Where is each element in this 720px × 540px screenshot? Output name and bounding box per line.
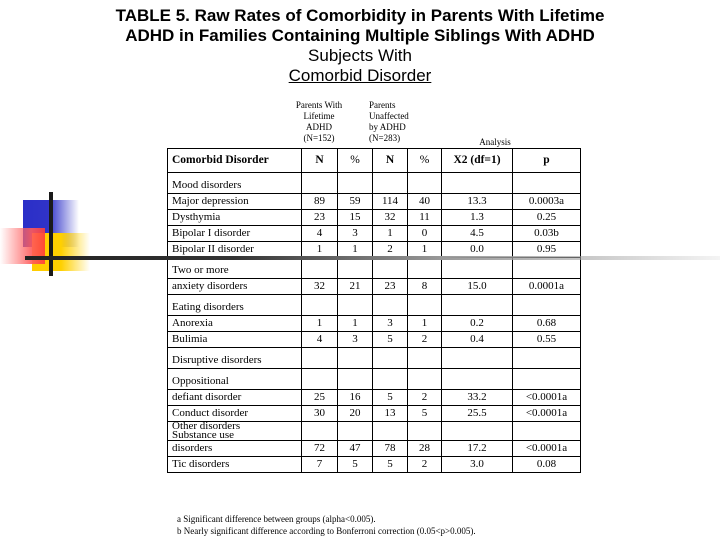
cell-n-adhd: 89 [302,194,338,210]
cell-n-adhd: 30 [302,406,338,422]
cell-p-value: 0.0001a [513,279,581,295]
empty-cell [338,258,373,279]
cell-p-value: 0.03b [513,226,581,242]
cell-pct-adhd: 1 [338,242,373,258]
table-row [168,390,581,406]
empty-cell [513,295,581,316]
cell-n-unaffected: 3 [373,316,408,332]
col-header-pct-adhd: % [338,149,373,173]
cell-n-unaffected: 23 [373,279,408,295]
col-header-disorder: Comorbid Disorder [168,149,302,173]
category-row [168,295,581,316]
empty-cell [408,173,442,194]
cell-p-value: 0.25 [513,210,581,226]
empty-cell [373,422,408,441]
cell-pct-adhd: 47 [338,441,373,457]
category-row [168,422,581,441]
category-row [168,258,581,279]
cell-pct-adhd: 5 [338,457,373,473]
cell-n-adhd: 25 [302,390,338,406]
group-header-line: Lifetime [303,111,335,121]
cell-pct-adhd: 16 [338,390,373,406]
disorder-label: Bipolar I disorder [168,226,302,242]
cell-p-value: 0.55 [513,332,581,348]
table-header-row [168,149,581,173]
disorder-label: Major depression [168,194,302,210]
cell-n-unaffected: 2 [373,242,408,258]
empty-cell [442,348,513,369]
empty-cell [302,173,338,194]
footnote-b: b Nearly significant difference according to Bonferroni correction (0.05<p>0.005). [177,526,476,536]
cell-chi-square: 0.4 [442,332,513,348]
cell-chi-square: 1.3 [442,210,513,226]
category-label: Two or more [168,258,302,279]
disorder-label: Bulimia [168,332,302,348]
empty-cell [338,173,373,194]
empty-cell [302,258,338,279]
empty-cell [513,369,581,390]
cell-pct-unaffected: 8 [408,279,442,295]
empty-cell [513,422,581,441]
empty-cell [338,348,373,369]
col-header-n-adhd: N [302,149,338,173]
cell-p-value: 0.0003a [513,194,581,210]
empty-cell [442,258,513,279]
group-header-line: (N=283) [369,133,401,143]
group-header-line: (N=152) [303,133,335,143]
empty-cell [302,422,338,441]
cell-p-value: <0.0001a [513,406,581,422]
category-label: Mood disorders [168,173,302,194]
disorder-label: Bipolar II disorder [168,242,302,258]
col-header-chi-square: X2 (df=1) [442,149,513,173]
empty-cell [338,295,373,316]
empty-cell [338,422,373,441]
cell-pct-unaffected: 5 [408,406,442,422]
disorder-label: Conduct disorder [168,406,302,422]
cell-n-unaffected: 32 [373,210,408,226]
cell-pct-unaffected: 2 [408,332,442,348]
disorder-label: Tic disorders [168,457,302,473]
table-row [168,210,581,226]
category-label: Oppositional [168,369,302,390]
cell-chi-square: 0.2 [442,316,513,332]
category-label: Disruptive disorders [168,348,302,369]
category-row [168,348,581,369]
empty-cell [442,295,513,316]
cell-pct-unaffected: 1 [408,242,442,258]
col-header-n-unaffected: N [373,149,408,173]
group-header-line: ADHD [306,122,332,132]
empty-cell [373,369,408,390]
empty-cell [373,258,408,279]
empty-cell [302,369,338,390]
cell-pct-adhd: 1 [338,316,373,332]
table-row [168,441,581,457]
cell-chi-square: 4.5 [442,226,513,242]
category-label-line: Other disorders [172,420,241,432]
empty-cell [442,173,513,194]
cell-pct-adhd: 3 [338,332,373,348]
group-header-line: Parents [369,100,396,110]
cell-p-value: <0.0001a [513,441,581,457]
comorbidity-table [167,148,581,473]
cell-n-adhd: 7 [302,457,338,473]
title-line-1: TABLE 5. Raw Rates of Comorbidity in Parents With Lifetime [115,6,605,25]
category-row [168,173,581,194]
empty-cell [302,348,338,369]
empty-cell [338,369,373,390]
cell-pct-unaffected: 40 [408,194,442,210]
disorder-label: Dysthymia [168,210,302,226]
empty-cell [408,295,442,316]
cell-chi-square: 13.3 [442,194,513,210]
cell-pct-adhd: 59 [338,194,373,210]
cell-n-unaffected: 5 [373,390,408,406]
cell-pct-unaffected: 2 [408,390,442,406]
empty-cell [373,295,408,316]
cell-pct-unaffected: 28 [408,441,442,457]
group-header-line: Parents With [295,100,343,110]
disorder-label: defiant disorder [168,390,302,406]
group-header-line: by ADHD [369,122,406,132]
col-header-p-value: p [513,149,581,173]
decorative-vertical-line [49,192,53,276]
disorder-label: Anorexia [168,316,302,332]
group-header-unaffected-parents [369,100,429,144]
cell-n-adhd: 72 [302,441,338,457]
table-row [168,226,581,242]
cell-n-adhd: 1 [302,316,338,332]
cell-n-unaffected: 5 [373,457,408,473]
footnote-a: a Significant difference between groups (alpha<0.005). [177,514,376,524]
cell-chi-square: 0.0 [442,242,513,258]
cell-n-unaffected: 1 [373,226,408,242]
group-header-adhd-parents [289,100,349,144]
group-header-analysis: Analysis [479,137,511,147]
cell-pct-adhd: 3 [338,226,373,242]
title-line-3: Subjects With [308,46,412,65]
cell-pct-adhd: 21 [338,279,373,295]
group-header-line: Unaffected [369,111,409,121]
cell-pct-unaffected: 1 [408,316,442,332]
cell-n-adhd: 4 [302,332,338,348]
cell-n-unaffected: 5 [373,332,408,348]
cell-n-adhd: 4 [302,226,338,242]
cell-chi-square: 33.2 [442,390,513,406]
empty-cell [408,258,442,279]
category-label [168,422,302,441]
cell-p-value: <0.0001a [513,390,581,406]
cell-n-unaffected: 13 [373,406,408,422]
table-row [168,316,581,332]
empty-cell [442,369,513,390]
table-title [0,6,720,86]
cell-n-unaffected: 114 [373,194,408,210]
empty-cell [513,258,581,279]
cell-n-adhd: 23 [302,210,338,226]
empty-cell [302,295,338,316]
table-row [168,332,581,348]
empty-cell [442,422,513,441]
empty-cell [373,348,408,369]
col-header-pct-unaffected: % [408,149,442,173]
title-line-4: Comorbid Disorder [288,66,432,85]
empty-cell [408,422,442,441]
table-row [168,457,581,473]
footnotes [177,513,476,537]
cell-chi-square: 17.2 [442,441,513,457]
table-row [168,194,581,210]
title-line-2: ADHD in Families Containing Multiple Siblings With ADHD [125,26,595,45]
empty-cell [408,348,442,369]
cell-pct-adhd: 15 [338,210,373,226]
empty-cell [373,173,408,194]
cell-chi-square: 15.0 [442,279,513,295]
cell-pct-unaffected: 11 [408,210,442,226]
empty-cell [513,173,581,194]
cell-p-value: 0.08 [513,457,581,473]
cell-pct-unaffected: 2 [408,457,442,473]
disorder-label: disorders [168,441,302,457]
category-label: Eating disorders [168,295,302,316]
empty-cell [513,348,581,369]
cell-chi-square: 3.0 [442,457,513,473]
category-label-line: Substance use [172,429,235,441]
category-row [168,369,581,390]
cell-n-adhd: 32 [302,279,338,295]
cell-p-value: 0.68 [513,316,581,332]
cell-pct-adhd: 20 [338,406,373,422]
decorative-horizontal-line [25,256,720,260]
cell-pct-unaffected: 0 [408,226,442,242]
empty-cell [408,369,442,390]
cell-p-value: 0.95 [513,242,581,258]
disorder-label: anxiety disorders [168,279,302,295]
table-row [168,279,581,295]
cell-n-unaffected: 78 [373,441,408,457]
cell-n-adhd: 1 [302,242,338,258]
cell-chi-square: 25.5 [442,406,513,422]
